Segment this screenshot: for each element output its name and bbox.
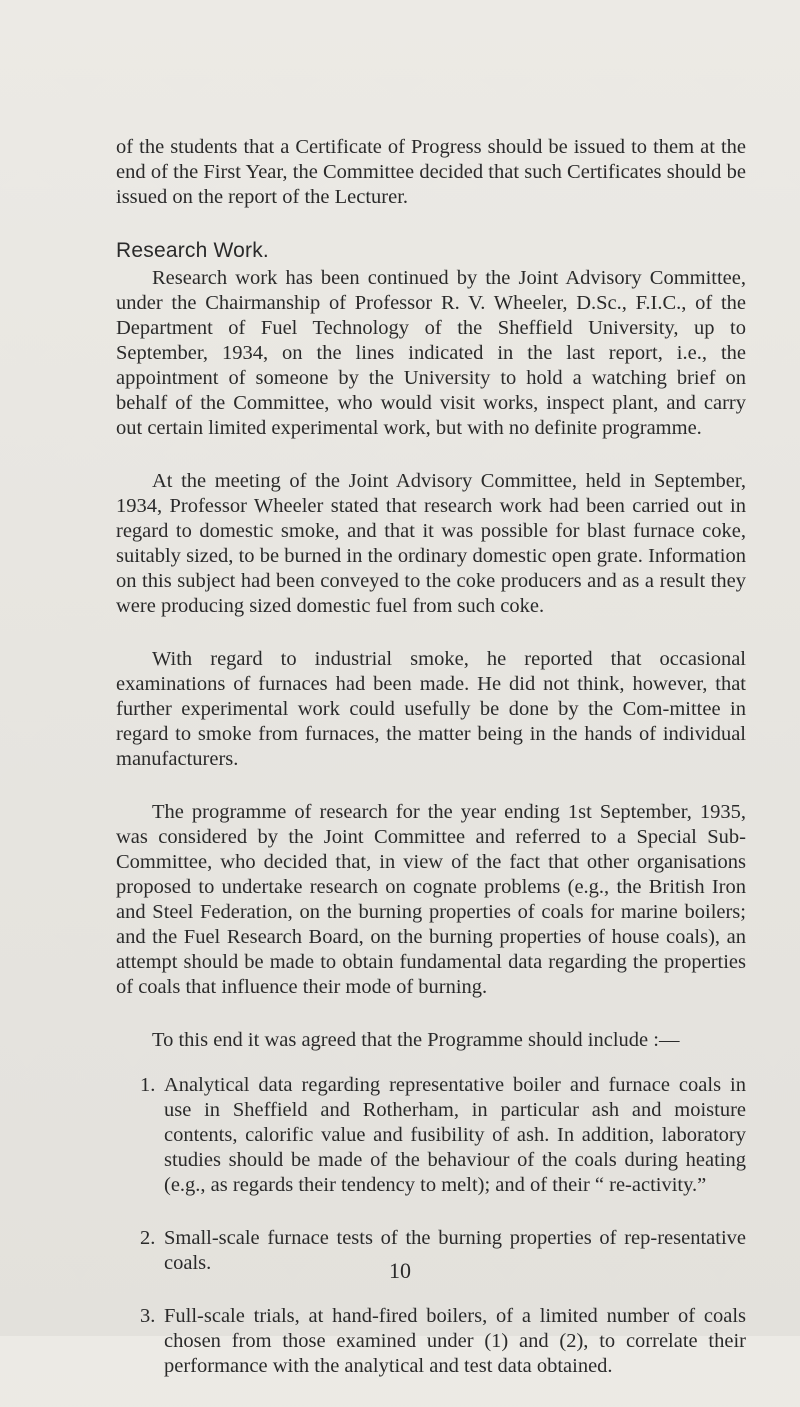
section-heading: Research Work. bbox=[116, 239, 269, 262]
document-page bbox=[116, 135, 746, 1407]
list-item bbox=[116, 1304, 746, 1379]
page-number: 10 bbox=[389, 1258, 411, 1283]
list-item-text: Analytical data regarding representative boiler and furnace coals in use in Sheffield and Rotherham, in particular ash and moisture contents, calorific value and fusibility of ash. In addition, laboratory studies should be made of the behaviour of the coals during heating (e.g., as regards their tendency to melt); and of their “ re-activity.” bbox=[164, 1074, 746, 1196]
paragraph-5: To this end it was agreed that the Programme should include :— bbox=[152, 1029, 680, 1051]
intro-paragraph: of the students that a Certificate of Progress should be issued to them at the end of the First Year, the Committee decided that such Certificates should be issued on the report of the Lecturer. bbox=[116, 136, 746, 208]
list-item-number: 1. bbox=[140, 1074, 156, 1096]
list-item-number: 2. bbox=[140, 1227, 156, 1249]
list-item-text: Full-scale trials, at hand-fired boilers, of a limited number of coals chosen from those examined under (1) and (2), to correlate their performance with the analytical and test data obtained. bbox=[164, 1305, 746, 1377]
paragraph-1: Research work has been continued by the Joint Advisory Committee, under the Chairmanship of Professor R. V. Wheeler, D.Sc., F.I.C., of the Department of Fuel Technology of the Sheffield University, up to September, 1934, on the lines indicated in the last report, i.e., the appointment of someone by the University to hold a watching brief on behalf of the Committee, who would visit works, inspect plant, and carry out certain limited experimental work, but with no definite programme. bbox=[116, 267, 746, 439]
paragraph-2: At the meeting of the Joint Advisory Committee, held in September, 1934, Professor Wheeler stated that research work had been carried out in regard to domestic smoke, and that it was possible for blast furnace coke, suitably sized, to be burned in the ordinary domestic open grate. Information on this subject had been conveyed to the coke producers and as a result they were producing sized domestic fuel from such coke. bbox=[116, 470, 746, 617]
list-item-text: Small-scale furnace tests of the burning properties of rep-resentative coals. bbox=[164, 1227, 746, 1274]
list-item-number: 3. bbox=[140, 1305, 156, 1327]
list-item bbox=[116, 1073, 746, 1198]
programme-list bbox=[116, 1073, 746, 1379]
paragraph-3: With regard to industrial smoke, he reported that occasional examinations of furnaces had been made. He did not think, however, that further experimental work could usefully be done by the Com-mittee in regard to smoke from furnaces, the matter being in the hands of individual manufacturers. bbox=[116, 648, 746, 770]
paragraph-4: The programme of research for the year ending 1st September, 1935, was considered by the Joint Committee and referred to a Special Sub-Committee, who decided that, in view of the fact that other organisations proposed to undertake research on cognate problems (e.g., the British Iron and Steel Federation, on the burning properties of coals for marine boilers; and the Fuel Research Board, on the burning properties of house coals), an attempt should be made to obtain fundamental data regarding the properties of coals that influence their mode of burning. bbox=[116, 801, 746, 998]
